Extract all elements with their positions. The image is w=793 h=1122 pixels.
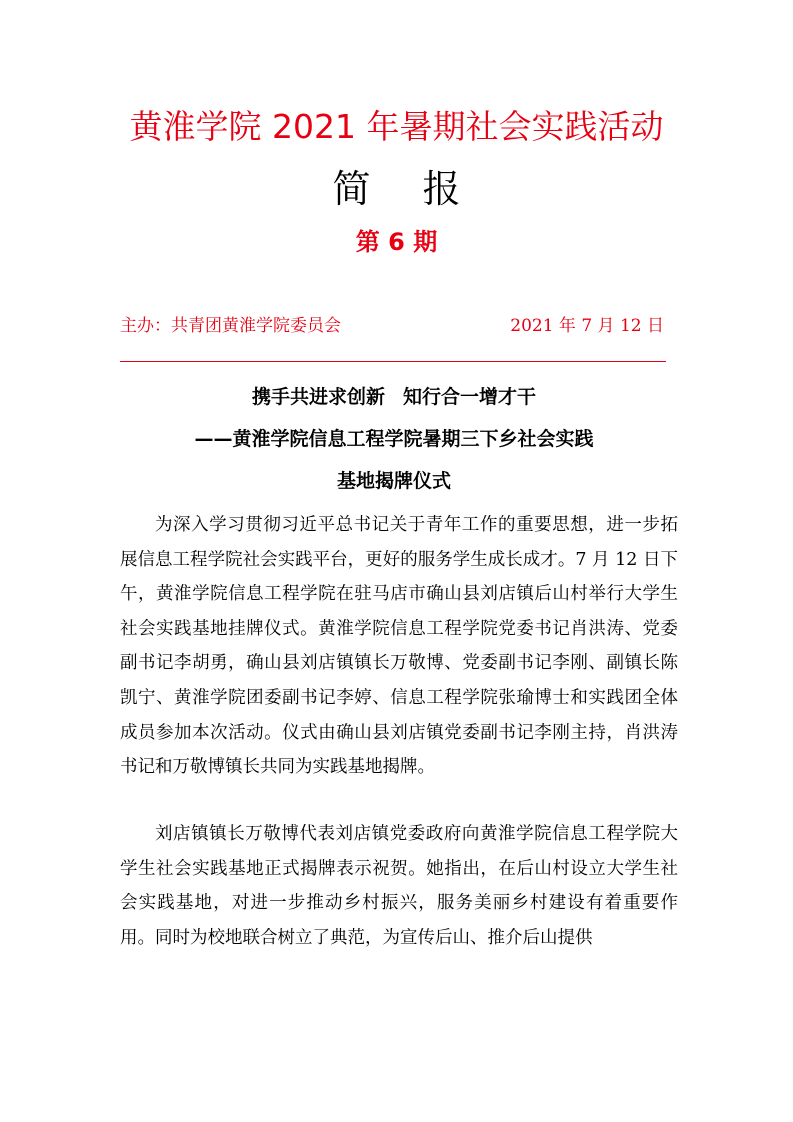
bulletin-subtitle [0,164,793,214]
issue-number: 第 6 期 [355,228,438,256]
headline-part-2: 知行合一增才干 [403,386,537,408]
headline-part-1: 携手共进求创新 [251,386,385,408]
subtitle-char-bao: 报 [422,167,461,211]
header-divider [120,361,666,362]
headline-subtitle: ——黄淮学院信息工程学院暑期三下乡社会实践 [194,428,594,450]
article-body-1 [120,508,678,785]
headline-subtitle-cont: 基地揭牌仪式 [336,470,451,492]
bulletin-title: 黄淮学院 2021 年暑期社会实践活动 [129,107,664,146]
article-body-2 [120,817,678,955]
publish-date: 2021 年 7 月 12 日 [510,316,664,336]
headline-main [120,382,668,412]
subtitle-char-jian: 简 [332,167,371,211]
meta-row [120,312,668,340]
paragraph: 刘店镇镇长万敬博代表刘店镇党委政府向黄淮学院信息工程学院大学生社会实践基地正式揭牌表示祝贺。她指出，在后山村设立大学生社会实践基地，对进一步推动乡村振兴，服务美丽乡村建设有着重要作用。同时为校地联合树立了典范，为宣传后山、推介后山提供 [120,824,678,948]
paragraph: 为深入学习贯彻习近平总书记关于青年工作的重要思想，进一步拓展信息工程学院社会实践平台，更好的服务学生成长成才。7 月 12 日下午，黄淮学院信息工程学院在驻马店市确山县刘店镇后山村举行大学生社会实践基地挂牌仪式。黄淮学院信息工程学院党委书记肖洪涛、党委副书记李胡勇，确山县刘店镇镇长万敬博、党委副书记李刚、副镇长陈凯宁、黄淮学院团委副书记李婷、信息工程学院张瑜博士和实践团全体成员参加本次活动。仪式由确山县刘店镇党委副书记李刚主持，肖洪涛书记和万敬博镇长共同为实践基地揭牌。 [120,515,678,778]
sponsor-label: 主办：共青团黄淮学院委员会 [120,316,341,336]
